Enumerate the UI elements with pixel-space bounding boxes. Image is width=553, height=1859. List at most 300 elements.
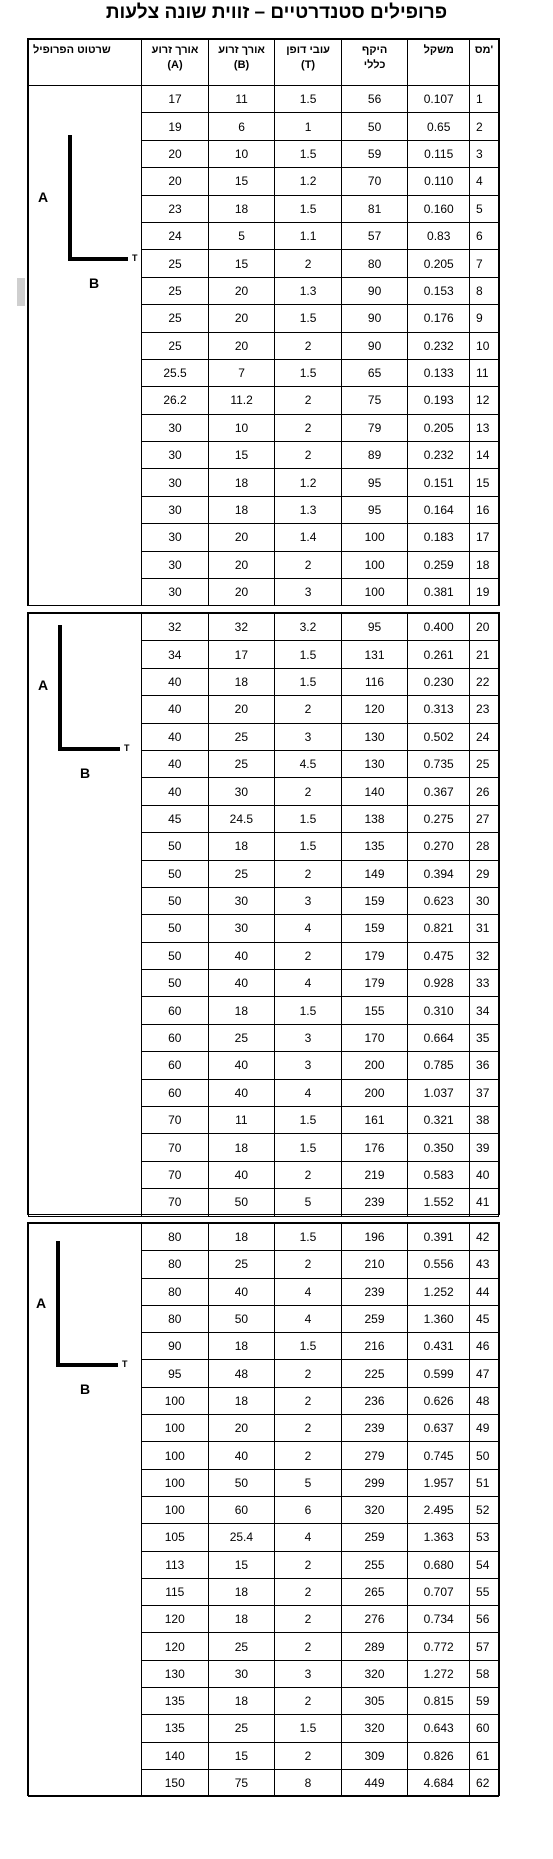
sketch-label-b: B (80, 1381, 91, 1397)
cell-arm-b: 7 (208, 359, 275, 386)
cell-weight: 0.928 (408, 970, 470, 997)
cell-arm-b: 50 (208, 1469, 275, 1496)
cell-weight: 0.367 (408, 778, 470, 805)
cell-arm-a: 50 (142, 970, 209, 997)
cell-arm-b: 18 (208, 1578, 275, 1605)
cell-arm-b: 18 (208, 496, 275, 523)
cell-thickness: 1.5 (275, 1333, 342, 1360)
cell-thickness: 1.5 (275, 668, 342, 695)
cell-thickness: 1.5 (275, 805, 342, 832)
cell-number: 38 (470, 1107, 499, 1134)
cell-number: 55 (470, 1578, 499, 1605)
cell-arm-a: 70 (142, 1134, 209, 1161)
cell-perimeter: 259 (341, 1524, 408, 1551)
angle-vertical-leg (68, 135, 72, 261)
cell-perimeter: 100 (341, 551, 408, 578)
cell-thickness: 1.5 (275, 305, 342, 332)
cell-weight: 0.815 (408, 1688, 470, 1715)
cell-number: 42 (470, 1224, 499, 1251)
cell-number: 33 (470, 970, 499, 997)
cell-arm-b: 75 (208, 1769, 275, 1796)
cell-number: 56 (470, 1606, 499, 1633)
cell-perimeter: 57 (341, 222, 408, 249)
cell-arm-a: 40 (142, 696, 209, 723)
cell-arm-a: 25.5 (142, 359, 209, 386)
cell-thickness: 4 (275, 915, 342, 942)
cell-arm-b: 18 (208, 1606, 275, 1633)
cell-arm-b: 18 (208, 1333, 275, 1360)
page-title: פרופילים סטנדרטיים – זווית שונה צלעות (105, 2, 448, 23)
cell-number: 54 (470, 1551, 499, 1578)
cell-arm-b: 30 (208, 1660, 275, 1687)
cell-arm-a: 100 (141, 1469, 208, 1496)
cell-arm-b: 11.2 (208, 387, 275, 414)
scroll-handle[interactable] (17, 278, 25, 306)
cell-thickness: 2 (275, 1251, 342, 1278)
cell-perimeter: 75 (341, 387, 408, 414)
cell-arm-b: 24.5 (208, 805, 275, 832)
cell-number: 43 (470, 1251, 499, 1278)
cell-thickness: 4.5 (275, 750, 342, 777)
angle-vertical-leg (58, 625, 62, 751)
cell-arm-a: 50 (142, 833, 209, 860)
cell-number: 15 (470, 469, 499, 496)
cell-arm-a: 24 (142, 222, 209, 249)
cell-thickness: 1.5 (275, 140, 342, 167)
cell-thickness: 4 (275, 1524, 342, 1551)
cell-arm-a: 20 (142, 140, 209, 167)
cell-arm-a: 120 (141, 1606, 208, 1633)
cell-weight: 0.205 (408, 250, 470, 277)
cell-arm-b: 25.4 (208, 1524, 275, 1551)
cell-arm-a: 30 (142, 414, 209, 441)
cell-number: 32 (470, 942, 499, 969)
cell-number: 35 (470, 1024, 499, 1051)
cell-thickness: 1.5 (275, 1107, 342, 1134)
cell-number: 25 (470, 750, 499, 777)
cell-arm-b: 25 (208, 723, 275, 750)
cell-arm-a: 26.2 (142, 387, 209, 414)
cell-arm-a: 50 (142, 860, 209, 887)
cell-perimeter: 159 (341, 887, 408, 914)
cell-thickness: 2 (275, 1578, 342, 1605)
cell-perimeter: 239 (341, 1415, 408, 1442)
cell-thickness: 5 (275, 1189, 342, 1216)
cell-thickness: 1 (275, 113, 342, 140)
cell-perimeter: 135 (341, 833, 408, 860)
cell-thickness: 2 (275, 414, 342, 441)
cell-thickness: 1.3 (275, 277, 342, 304)
cell-arm-a: 30 (142, 496, 209, 523)
cell-arm-b: 15 (208, 1742, 275, 1769)
cell-arm-b: 25 (208, 1633, 275, 1660)
cell-thickness: 6 (275, 1496, 342, 1523)
cell-weight: 0.637 (408, 1415, 470, 1442)
cell-number: 53 (470, 1524, 499, 1551)
cell-number: 22 (470, 668, 499, 695)
cell-perimeter: 81 (341, 195, 408, 222)
cell-weight: 0.230 (408, 668, 470, 695)
cell-thickness: 2 (275, 1742, 342, 1769)
cell-arm-a: 60 (142, 997, 209, 1024)
cell-arm-a: 70 (142, 1107, 209, 1134)
cell-weight: 0.394 (408, 860, 470, 887)
cell-number: 23 (470, 696, 499, 723)
cell-number: 1 (470, 86, 499, 113)
cell-thickness: 1.5 (275, 833, 342, 860)
cell-perimeter: 299 (341, 1469, 408, 1496)
cell-weight: 0.623 (408, 887, 470, 914)
cell-weight: 0.735 (408, 750, 470, 777)
cell-weight: 0.310 (408, 997, 470, 1024)
cell-thickness: 2 (275, 442, 342, 469)
cell-arm-a: 34 (142, 641, 209, 668)
cell-perimeter: 138 (341, 805, 408, 832)
cell-arm-a: 135 (141, 1715, 208, 1742)
cell-arm-b: 25 (208, 750, 275, 777)
cell-thickness: 2 (275, 1688, 342, 1715)
cell-perimeter: 210 (341, 1251, 408, 1278)
sketch-label-a: A (36, 1295, 47, 1311)
cell-thickness: 2 (275, 1551, 342, 1578)
cell-number: 8 (470, 277, 499, 304)
cell-number: 29 (470, 860, 499, 887)
cell-perimeter: 449 (341, 1769, 408, 1796)
cell-weight: 0.400 (408, 614, 470, 641)
cell-number: 47 (470, 1360, 499, 1387)
cell-thickness: 1.3 (275, 496, 342, 523)
cell-arm-a: 23 (142, 195, 209, 222)
cell-thickness: 4 (275, 1305, 342, 1332)
cell-perimeter: 59 (341, 140, 408, 167)
header-sketch: שרטוט הפרופיל (29, 40, 142, 86)
cell-thickness: 1.5 (275, 359, 342, 386)
cell-weight: 1.252 (408, 1278, 470, 1305)
cell-number: 12 (470, 387, 499, 414)
cell-arm-a: 80 (141, 1278, 208, 1305)
cell-number: 46 (470, 1333, 499, 1360)
cell-perimeter: 200 (341, 1079, 408, 1106)
cell-arm-a: 40 (142, 778, 209, 805)
cell-arm-b: 20 (208, 696, 275, 723)
cell-perimeter: 95 (341, 469, 408, 496)
cell-thickness: 2 (275, 1387, 342, 1414)
cell-number: 59 (470, 1688, 499, 1715)
cell-thickness: 1.5 (275, 641, 342, 668)
cell-number: 16 (470, 496, 499, 523)
cell-arm-b: 18 (208, 833, 275, 860)
cell-weight: 0.270 (408, 833, 470, 860)
cell-arm-b: 15 (208, 442, 275, 469)
cell-number: 5 (470, 195, 499, 222)
cell-number: 13 (470, 414, 499, 441)
cell-thickness: 1.5 (275, 86, 342, 113)
cell-number: 6 (470, 222, 499, 249)
cell-perimeter: 89 (341, 442, 408, 469)
cell-arm-a: 60 (142, 1079, 209, 1106)
cell-number: 19 (470, 579, 499, 606)
cell-arm-a: 70 (142, 1189, 209, 1216)
cell-arm-b: 40 (208, 970, 275, 997)
cell-weight: 0.232 (408, 442, 470, 469)
cell-weight: 1.957 (408, 1469, 470, 1496)
cell-arm-b: 20 (208, 1415, 275, 1442)
cell-number: 20 (470, 614, 499, 641)
cell-weight: 0.259 (408, 551, 470, 578)
cell-arm-a: 60 (142, 1052, 209, 1079)
cell-perimeter: 216 (341, 1333, 408, 1360)
cell-perimeter: 276 (341, 1606, 408, 1633)
cell-perimeter: 200 (341, 1052, 408, 1079)
cell-number: 7 (470, 250, 499, 277)
cell-weight: 0.745 (408, 1442, 470, 1469)
cell-weight: 1.363 (408, 1524, 470, 1551)
cell-thickness: 1.1 (275, 222, 342, 249)
cell-weight: 0.107 (408, 86, 470, 113)
cell-arm-b: 40 (208, 1079, 275, 1106)
header-perimeter: היקף כללי (341, 40, 408, 86)
sketch-label-t: T (124, 743, 130, 753)
angle-horizontal-leg (68, 257, 128, 261)
header-thickness: עובי דופן (T) (275, 40, 342, 86)
cell-weight: 1.272 (408, 1660, 470, 1687)
cell-number: 28 (470, 833, 499, 860)
cell-arm-b: 18 (208, 1224, 275, 1251)
cell-arm-b: 60 (208, 1496, 275, 1523)
cell-number: 10 (470, 332, 499, 359)
cell-perimeter: 155 (341, 997, 408, 1024)
cell-weight: 0.133 (408, 359, 470, 386)
cell-arm-a: 30 (142, 524, 209, 551)
cell-weight: 0.193 (408, 387, 470, 414)
cell-perimeter: 179 (341, 970, 408, 997)
cell-arm-b: 20 (208, 332, 275, 359)
cell-perimeter: 279 (341, 1442, 408, 1469)
cell-weight: 1.037 (408, 1079, 470, 1106)
cell-perimeter: 56 (341, 86, 408, 113)
cell-thickness: 1.4 (275, 524, 342, 551)
angle-horizontal-leg (58, 747, 120, 751)
cell-arm-b: 18 (208, 668, 275, 695)
cell-arm-a: 30 (142, 442, 209, 469)
cell-number: 41 (470, 1189, 499, 1216)
cell-arm-a: 30 (142, 469, 209, 496)
cell-arm-a: 95 (141, 1360, 208, 1387)
cell-number: 21 (470, 641, 499, 668)
cell-thickness: 2 (275, 551, 342, 578)
cell-thickness: 2 (275, 778, 342, 805)
sketch-label-t: T (122, 1359, 128, 1369)
cell-arm-a: 40 (142, 750, 209, 777)
cell-number: 11 (470, 359, 499, 386)
cell-thickness: 1.5 (275, 1715, 342, 1742)
cell-thickness: 4 (275, 970, 342, 997)
cell-weight: 0.431 (408, 1333, 470, 1360)
cell-arm-b: 20 (208, 579, 275, 606)
cell-arm-b: 20 (208, 524, 275, 551)
cell-perimeter: 79 (341, 414, 408, 441)
cell-weight: 0.680 (408, 1551, 470, 1578)
cell-arm-a: 20 (142, 168, 209, 195)
cell-weight: 0.772 (408, 1633, 470, 1660)
cell-weight: 0.599 (408, 1360, 470, 1387)
cell-weight: 0.164 (408, 496, 470, 523)
cell-thickness: 2 (275, 1161, 342, 1188)
angle-vertical-leg (56, 1241, 60, 1367)
cell-arm-b: 10 (208, 414, 275, 441)
cell-arm-a: 140 (141, 1742, 208, 1769)
cell-weight: 1.552 (408, 1189, 470, 1216)
cell-weight: 0.65 (408, 113, 470, 140)
cell-perimeter: 130 (341, 750, 408, 777)
cell-number: 31 (470, 915, 499, 942)
cell-perimeter: 320 (341, 1715, 408, 1742)
cell-weight: 0.391 (408, 1224, 470, 1251)
cell-weight: 0.664 (408, 1024, 470, 1051)
cell-thickness: 3 (275, 1660, 342, 1687)
cell-thickness: 2 (275, 1415, 342, 1442)
cell-arm-a: 135 (141, 1688, 208, 1715)
cell-perimeter: 161 (341, 1107, 408, 1134)
cell-weight: 0.826 (408, 1742, 470, 1769)
cell-arm-a: 105 (141, 1524, 208, 1551)
cell-number: 37 (470, 1079, 499, 1106)
profile-sketch-2 (36, 613, 136, 793)
cell-weight: 0.707 (408, 1578, 470, 1605)
cell-arm-b: 30 (208, 915, 275, 942)
sketch-label-a: A (38, 189, 49, 205)
cell-thickness: 4 (275, 1079, 342, 1106)
cell-perimeter: 196 (341, 1224, 408, 1251)
sketch-label-b: B (80, 765, 91, 781)
cell-perimeter: 225 (341, 1360, 408, 1387)
cell-arm-b: 50 (208, 1189, 275, 1216)
cell-perimeter: 179 (341, 942, 408, 969)
cell-arm-a: 100 (141, 1496, 208, 1523)
cell-thickness: 3 (275, 887, 342, 914)
cell-number: 3 (470, 140, 499, 167)
cell-weight: 0.313 (408, 696, 470, 723)
cell-number: 14 (470, 442, 499, 469)
cell-arm-b: 6 (208, 113, 275, 140)
cell-weight: 0.232 (408, 332, 470, 359)
cell-arm-b: 15 (208, 1551, 275, 1578)
cell-weight: 0.176 (408, 305, 470, 332)
cell-perimeter: 176 (341, 1134, 408, 1161)
cell-arm-b: 40 (208, 1278, 275, 1305)
cell-arm-b: 25 (208, 860, 275, 887)
cell-weight: 0.261 (408, 641, 470, 668)
sketch-label-a: A (38, 677, 49, 693)
cell-weight: 1.360 (408, 1305, 470, 1332)
cell-arm-a: 40 (142, 668, 209, 695)
cell-perimeter: 239 (341, 1189, 408, 1216)
cell-weight: 0.381 (408, 579, 470, 606)
cell-number: 17 (470, 524, 499, 551)
cell-thickness: 1.2 (275, 469, 342, 496)
cell-number: 2 (470, 113, 499, 140)
cell-arm-b: 40 (208, 1161, 275, 1188)
cell-weight: 0.785 (408, 1052, 470, 1079)
cell-thickness: 2 (275, 860, 342, 887)
cell-thickness: 1.5 (275, 1134, 342, 1161)
cell-weight: 0.183 (408, 524, 470, 551)
header-arm-b: אורך זרוע (B) (208, 40, 275, 86)
cell-perimeter: 95 (341, 614, 408, 641)
cell-arm-b: 18 (208, 1134, 275, 1161)
cell-number: 44 (470, 1278, 499, 1305)
cell-weight: 2.495 (408, 1496, 470, 1523)
cell-weight: 0.626 (408, 1387, 470, 1414)
cell-perimeter: 65 (341, 359, 408, 386)
sketch-label-b: B (89, 275, 100, 291)
cell-number: 50 (470, 1442, 499, 1469)
cell-arm-a: 50 (142, 887, 209, 914)
cell-thickness: 1.5 (275, 195, 342, 222)
cell-weight: 0.115 (408, 140, 470, 167)
cell-arm-b: 40 (208, 942, 275, 969)
cell-weight: 0.321 (408, 1107, 470, 1134)
cell-weight: 0.83 (408, 222, 470, 249)
cell-perimeter: 90 (341, 277, 408, 304)
cell-perimeter: 140 (341, 778, 408, 805)
cell-arm-b: 20 (208, 305, 275, 332)
cell-arm-a: 45 (142, 805, 209, 832)
cell-perimeter: 80 (341, 250, 408, 277)
cell-arm-a: 130 (141, 1660, 208, 1687)
cell-thickness: 3 (275, 723, 342, 750)
cell-perimeter: 90 (341, 305, 408, 332)
cell-perimeter: 100 (341, 579, 408, 606)
cell-arm-b: 11 (208, 1107, 275, 1134)
cell-perimeter: 309 (341, 1742, 408, 1769)
cell-weight: 0.350 (408, 1134, 470, 1161)
cell-thickness: 1.2 (275, 168, 342, 195)
cell-arm-a: 25 (142, 250, 209, 277)
cell-perimeter: 320 (341, 1496, 408, 1523)
cell-thickness: 1.5 (275, 997, 342, 1024)
cell-arm-b: 25 (208, 1024, 275, 1051)
cell-arm-a: 80 (141, 1224, 208, 1251)
header-arm-a: אורך זרוע (A) (142, 40, 209, 86)
cell-arm-a: 25 (142, 277, 209, 304)
cell-thickness: 3 (275, 1052, 342, 1079)
table-block-2 (27, 612, 500, 1215)
cell-arm-b: 15 (208, 168, 275, 195)
cell-arm-a: 100 (141, 1442, 208, 1469)
cell-thickness: 3 (275, 579, 342, 606)
cell-thickness: 2 (275, 1606, 342, 1633)
cell-arm-b: 5 (208, 222, 275, 249)
cell-arm-b: 50 (208, 1305, 275, 1332)
cell-arm-a: 100 (141, 1387, 208, 1414)
cell-perimeter: 149 (341, 860, 408, 887)
cell-arm-a: 80 (141, 1305, 208, 1332)
cell-arm-b: 18 (208, 1387, 275, 1414)
cell-arm-a: 60 (142, 1024, 209, 1051)
cell-arm-b: 30 (208, 887, 275, 914)
header-weight: משקל (408, 40, 470, 86)
header-number: מס' (470, 40, 499, 86)
cell-thickness: 8 (275, 1769, 342, 1796)
cell-perimeter: 289 (341, 1633, 408, 1660)
profile-sketch-3 (36, 1223, 136, 1403)
cell-perimeter: 131 (341, 641, 408, 668)
cell-arm-b: 15 (208, 250, 275, 277)
cell-number: 57 (470, 1633, 499, 1660)
cell-number: 24 (470, 723, 499, 750)
cell-weight: 0.110 (408, 168, 470, 195)
